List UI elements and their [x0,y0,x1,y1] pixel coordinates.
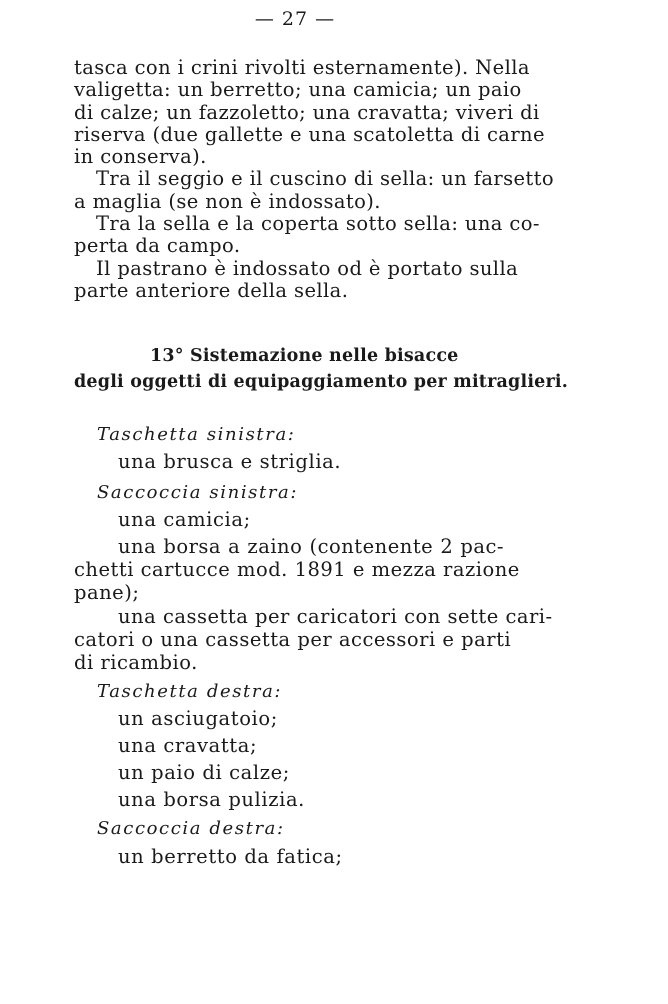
list-item: una camicia; [118,508,251,531]
text-line: pane); [74,581,140,604]
list-item: un asciugatoio; [118,707,278,730]
text-line: Tra la sella e la coperta sotto sella: una co- [96,212,540,236]
text-line: Il pastrano è indossato od è portato sulla [96,256,519,280]
label-saccoccia-sinistra: Saccoccia sinistra: [97,482,299,503]
text-line: di ricambio. [74,651,198,674]
label-saccoccia-destra: Saccoccia destra: [97,818,285,839]
intro-paragraph [74,56,555,302]
text-line: Tra il seggio e il cuscino di sella: un farsetto [96,167,555,191]
text-line: catori o una cassetta per accessori e parti [74,628,512,651]
text-line: una cassetta per caricatori con sette cari- [118,605,553,628]
text-line: tasca con i crini rivolti esternamente). Nella [74,56,530,79]
list-item: una borsa pulizia. [118,788,305,811]
text-line: riserva (due gallette e una scatoletta di carne [74,122,545,146]
text-line: in conserva). [74,145,207,169]
list-item: una cravatta; [118,734,258,757]
list-item: una brusca e striglia. [118,450,342,473]
text-line: valigetta: un berretto; una camicia; un paio [74,78,522,102]
list-item: un berretto da fatica; [118,845,343,868]
page-number: — 27 — [254,8,336,30]
text-line: di calze; un fazzoletto; una cravatta; viveri di [74,100,540,124]
text-line: a maglia (se non è indossato). [74,189,381,213]
text-line: perta da campo. [74,234,241,258]
list-item-borsa [74,535,520,604]
text-line: una borsa a zaino (contenente 2 pac- [118,535,504,558]
section-title-line2: degli oggetti di equipaggiamento per mitraglieri. [74,372,569,392]
list-item: un paio di calze; [118,761,290,784]
label-taschetta-sinistra: Taschetta sinistra: [97,424,296,445]
text-line: chetti cartucce mod. 1891 e mezza razione [74,558,520,581]
text-line: parte anteriore della sella. [74,278,349,302]
list-item-cassetta [74,605,553,674]
label-taschetta-destra: Taschetta destra: [97,681,283,702]
section-title-line1: 13° Sistemazione nelle bisacce [150,346,459,366]
